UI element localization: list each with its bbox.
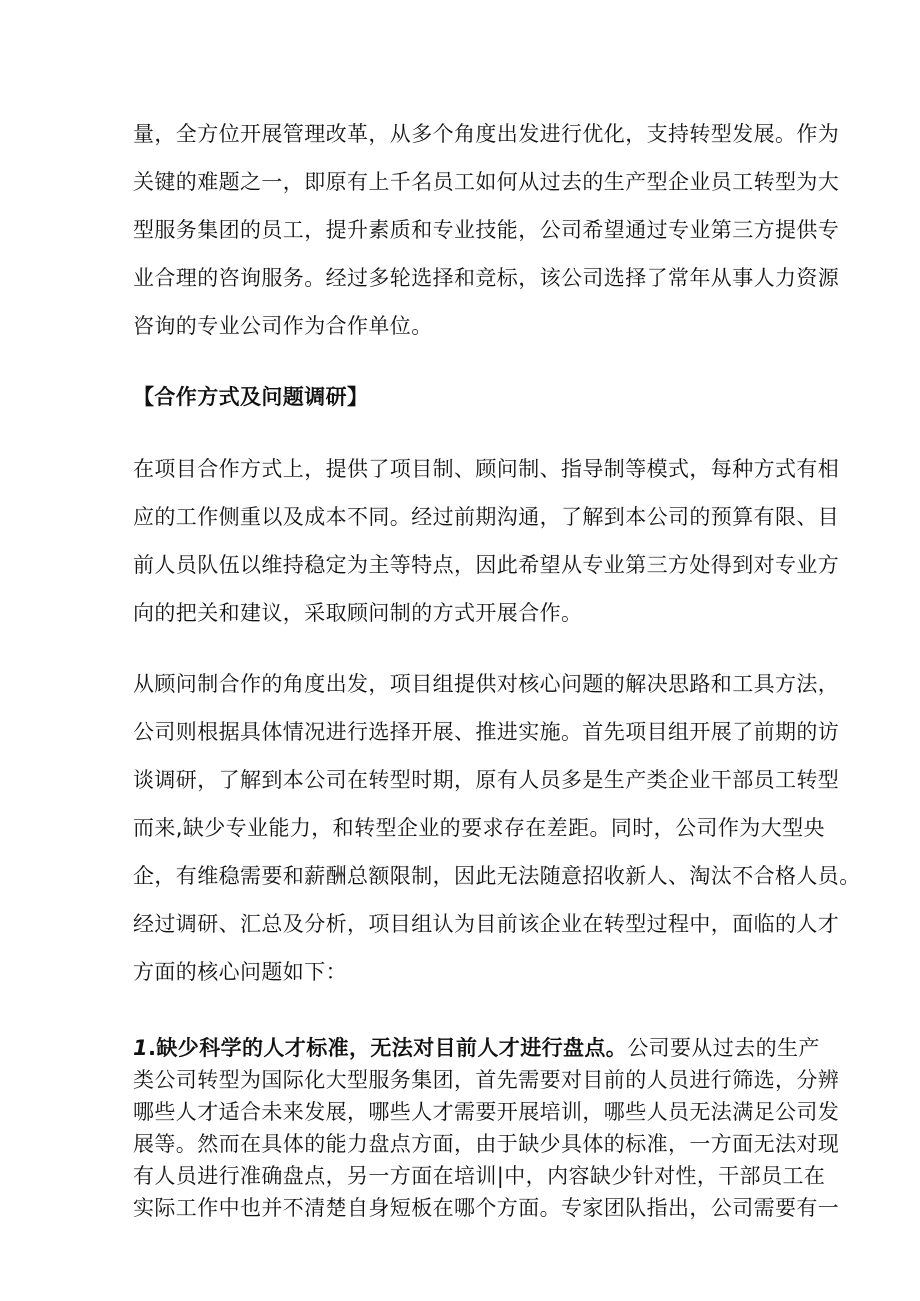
list-item-line: 类公司转型为国际化大型服务集团，首先需要对目前的人员进行筛选，分辨	[133, 1068, 840, 1092]
list-item-line: 哪些人才适合未来发展，哪些人才需要开展培训，哪些人员无法满足公司发	[133, 1100, 840, 1124]
paragraph-line: 关键的难题之一，即原有上千名员工如何从过去的生产型企业员工转型为大	[133, 170, 840, 194]
paragraph-1	[133, 110, 840, 350]
paragraph-line: 量，全方位开展管理改革，从多个角度出发进行优化，支持转型发展。作为	[133, 122, 840, 146]
paragraph-line: 型服务集团的员工，提升素质和专业技能，公司希望通过专业第三方提供专	[133, 218, 840, 242]
paragraph-line: 从顾问制合作的角度出发，项目组提供对核心问题的解决思路和工具方法，	[133, 672, 840, 696]
list-item-title: .缺少科学的人才标准，无法对目前人才进行盘点。	[148, 1036, 628, 1060]
list-item-text: 公司要从过去的生产	[627, 1036, 820, 1060]
paragraph-line: 企，有维稳需要和薪酬总额限制，因此无法随意招收新人、淘汰不合格人员。	[133, 864, 861, 888]
list-item-1	[133, 1032, 840, 1224]
list-item-number: 1	[133, 1036, 149, 1060]
paragraph-line: 向的把关和建议，采取顾问制的方式开展合作。	[133, 601, 583, 625]
paragraph-line: 公司则根据具体情况进行选择开展、推进实施。首先项目组开展了前期的访	[133, 720, 840, 744]
paragraph-line: 应的工作侧重以及成本不同。经过前期沟通，了解到本公司的预算有限、目	[133, 505, 840, 529]
paragraph-line: 咨询的专业公司作为合作单位。	[133, 314, 433, 338]
paragraph-line: 经过调研、汇总及分析，项目组认为目前该企业在转型过程中，面临的人才	[133, 912, 840, 936]
paragraph-line: 方面的核心问题如下：	[133, 960, 347, 984]
list-item-line: 有人员进行准确盘点，另一方面在培训|中，内容缺少针对性，干部员工在	[133, 1164, 826, 1188]
paragraph-line: 在项目合作方式上，提供了项目制、顾问制、指导制等模式，每种方式有相	[133, 457, 840, 481]
paragraph-3	[133, 660, 861, 996]
paragraph-line: 谈调研，了解到本公司在转型时期，原有人员多是生产类企业干部员工转型	[133, 768, 840, 792]
list-item-line: 展等。然而在具体的能力盘点方面，由于缺少具体的标准，一方面无法对现	[133, 1132, 840, 1156]
section-heading-text: 【合作方式及问题调研】	[133, 385, 369, 409]
paragraph-line: 前人员队伍以维持稳定为主等特点，因此希望从专业第三方处得到对专业方	[133, 553, 840, 577]
paragraph-line: 业合理的咨询服务。经过多轮选择和竞标，该公司选择了常年从事人力资源	[133, 266, 840, 290]
section-heading	[133, 373, 795, 421]
list-item-line: 实际工作中也并不清楚自身短板在哪个方面。专家团队指出，公司需要有一	[133, 1196, 840, 1220]
paragraph-line: 而来,缺少专业能力，和转型企业的要求存在差距。同时，公司作为大型央	[133, 816, 825, 840]
list-item-first-line	[133, 1032, 820, 1064]
paragraph-2	[133, 445, 840, 637]
